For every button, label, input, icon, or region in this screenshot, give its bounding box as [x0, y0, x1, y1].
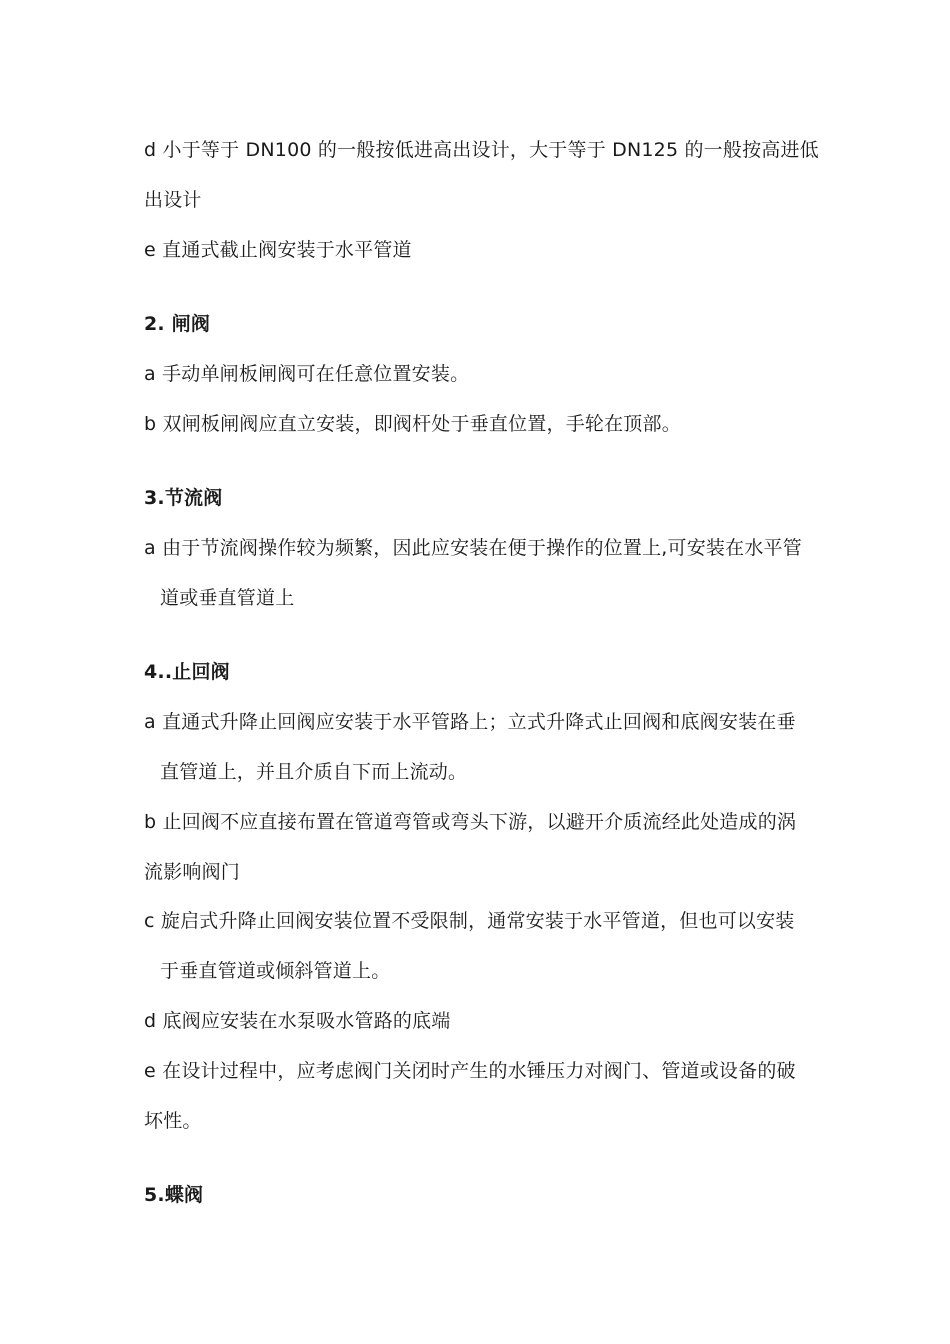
throttle-valve-item-a-line1: a 由于节流阀操作较为频繁，因此应安装在便于操作的位置上,可安装在水平管	[144, 537, 802, 559]
globe-valve-item-e: e 直通式截止阀安装于水平管道	[144, 239, 412, 261]
check-valve-item-e-line1: e 在设计过程中，应考虑阀门关闭时产生的水锤压力对阀门、管道或设备的破	[144, 1060, 796, 1082]
check-valve-item-b-line1: b 止回阀不应直接布置在管道弯管或弯头下游，以避开介质流经此处造成的涡	[144, 811, 797, 833]
check-valve-item-e-line2: 坏性。	[144, 1110, 202, 1132]
section-heading-check-valve: 4..止回阀	[144, 661, 230, 683]
globe-valve-item-d-line1: d 小于等于 DN100 的一般按低进高出设计，大于等于 DN125 的一般按高进低	[144, 139, 819, 161]
check-valve-item-a-line2: 直管道上，并且介质自下而上流动。	[160, 761, 468, 783]
section-heading-throttle-valve: 3.节流阀	[144, 487, 223, 509]
section-heading-gate-valve: 2. 闸阀	[144, 313, 211, 335]
check-valve-item-a-line1: a 直通式升降止回阀应安装于水平管路上；立式升降式止回阀和底阀安装在垂	[144, 711, 796, 733]
check-valve-item-b-line2: 流影响阀门	[144, 861, 241, 883]
gate-valve-item-a: a 手动单闸板闸阀可在任意位置安装。	[144, 363, 470, 385]
gate-valve-item-b: b 双闸板闸阀应直立安装，即阀杆处于垂直位置，手轮在顶部。	[144, 413, 681, 435]
check-valve-item-c-line2: 于垂直管道或倾斜管道上。	[160, 960, 391, 982]
throttle-valve-item-a-line2: 道或垂直管道上	[160, 587, 295, 609]
globe-valve-item-d-line2: 出设计	[144, 189, 202, 211]
check-valve-item-d: d 底阀应安装在水泵吸水管路的底端	[144, 1010, 451, 1032]
section-heading-butterfly-valve: 5.蝶阀	[144, 1184, 204, 1206]
check-valve-item-c-line1: c 旋启式升降止回阀安装位置不受限制，通常安装于水平管道，但也可以安装	[144, 910, 795, 932]
